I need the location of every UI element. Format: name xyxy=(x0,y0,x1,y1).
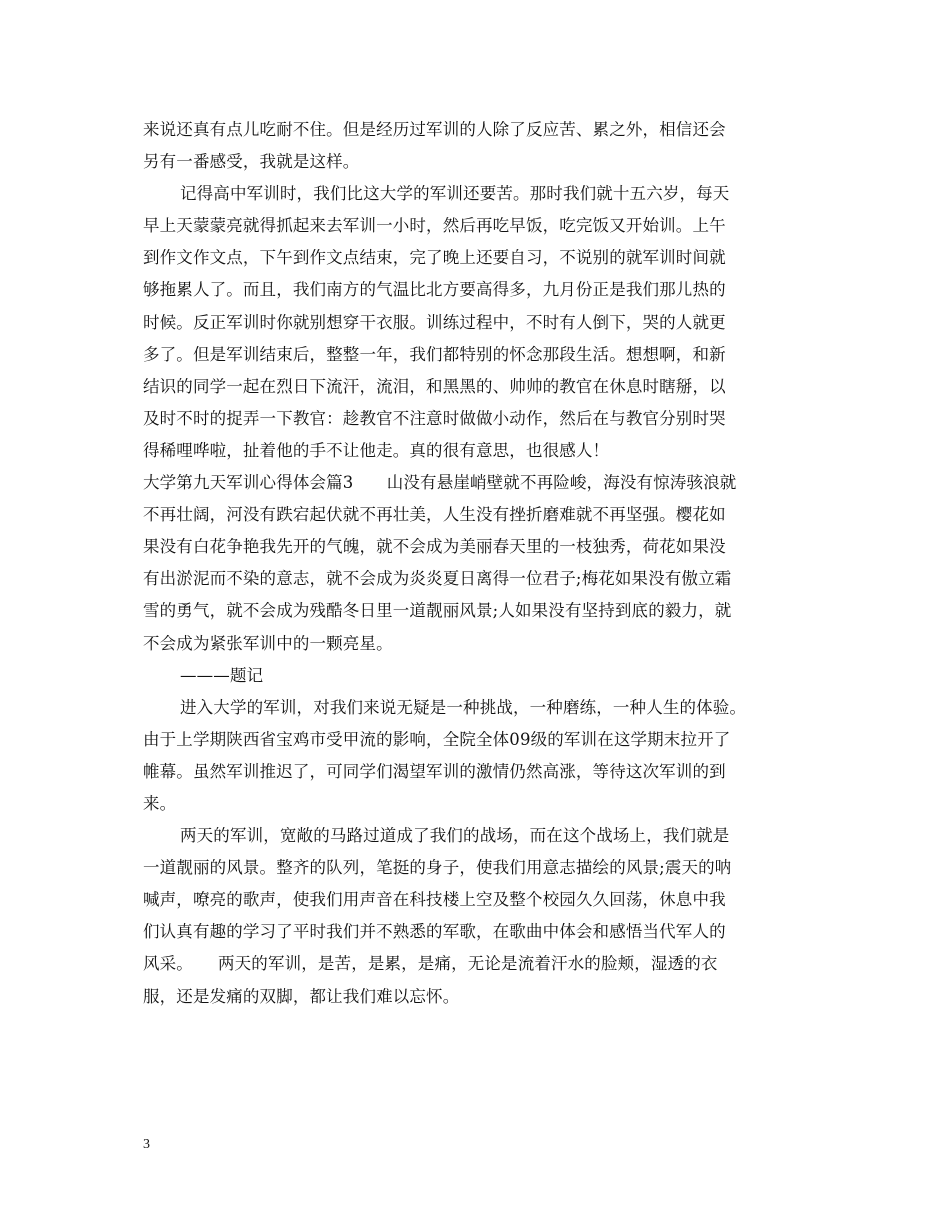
page-number: 3 xyxy=(143,1137,150,1152)
text-line: 雪的勇气，就不会成为残酷冬日里一道靓丽风景;人如果没有坚持到底的毅力，就 xyxy=(143,601,732,621)
text-line: 时候。反正军训时你就别想穿干衣服。训练过程中，不时有人倒下，哭的人就更 xyxy=(143,312,726,332)
text-line: 有出淤泥而不染的意志，就不会成为炎炎夏日离得一位君子;梅花如果没有傲立霜 xyxy=(143,569,732,589)
text-line: 喊声，嘹亮的歌声，使我们用声音在科技楼上空及整个校园久久回荡，休息中我 xyxy=(143,890,726,910)
paragraph-start-line: 进入大学的军训，对我们来说无疑是一种挑战，一种磨练，一种人生的体验。 xyxy=(180,697,747,717)
text-line: 不再壮阔，河没有跌宕起伏就不再壮美，人生没有挫折磨难就不再坚强。樱花如 xyxy=(143,505,726,525)
text-line: 由于上学期陕西省宝鸡市受甲流的影响，全院全体09级的军训在这学期末拉开了 xyxy=(143,729,731,749)
text-line: 另有一番感受，我就是这样。 xyxy=(143,152,360,172)
text-line: 够拖累人了。而且，我们南方的气温比北方要高得多，九月份正是我们那儿热的 xyxy=(143,280,726,300)
paragraph-start-line: 两天的军训，宽敞的马路过道成了我们的战场，而在这个战场上，我们就是 xyxy=(180,826,730,846)
text-line: 帷幕。虽然军训推迟了，可同学们渴望军训的激情仍然高涨，等待这次军训的到 xyxy=(143,761,726,781)
text-line: 来说还真有点儿吃耐不住。但是经历过军训的人除了反应苦、累之外，相信还会 xyxy=(143,120,726,139)
text-line: 及时不时的捉弄一下教官：趁教官不注意时做做小动作，然后在与教官分别时哭 xyxy=(143,408,726,428)
text-line: 到作文作文点，下午到作文点结束，完了晚上还要自习，不说别的就军训时间就 xyxy=(143,248,726,268)
section-heading-line: 大学第九天军训心得体会篇3 山没有悬崖峭壁就不再险峻，海没有惊涛骇浪就 xyxy=(143,473,737,493)
text-line: 得稀哩哗啦，扯着他的手不让他走。真的很有意思，也很感人！ xyxy=(143,440,610,460)
text-line: 不会成为紧张军训中的一颗亮星。 xyxy=(143,633,393,653)
epigraph-attribution: ———题记 xyxy=(180,665,264,685)
text-line: 多了。但是军训结束后，整整一年，我们都特别的怀念那段生活。想想啊，和新 xyxy=(143,344,726,364)
text-line: 果没有白花争艳我先开的气魄，就不会成为美丽春天里的一枝独秀，荷花如果没 xyxy=(143,537,726,557)
text-line: 们认真有趣的学习了平时我们并不熟悉的军歌，在歌曲中体会和感悟当代军人的 xyxy=(143,922,726,942)
paragraph-start-line: 记得高中军训时，我们比这大学的军训还要苦。那时我们就十五六岁，每天 xyxy=(180,184,730,204)
text-line: 结识的同学一起在烈日下流汗，流泪，和黑黑的、帅帅的教官在休息时瞎掰，以 xyxy=(143,376,726,396)
document-body xyxy=(143,114,815,1013)
text-line: 来。 xyxy=(143,793,177,813)
text-line: 早上天蒙蒙亮就得抓起来去军训一小时，然后再吃早饭，吃完饭又开始训。上午 xyxy=(143,216,726,236)
text-line: 风采。 两天的军训，是苦，是累，是痛，无论是流着汗水的脸颊，湿透的衣 xyxy=(143,954,718,974)
text-line: 一道靓丽的风景。整齐的队列，笔挺的身子，使我们用意志描绘的风景;震天的呐 xyxy=(143,858,732,878)
text-line: 服，还是发痛的双脚，都让我们难以忘怀。 xyxy=(143,986,460,1006)
